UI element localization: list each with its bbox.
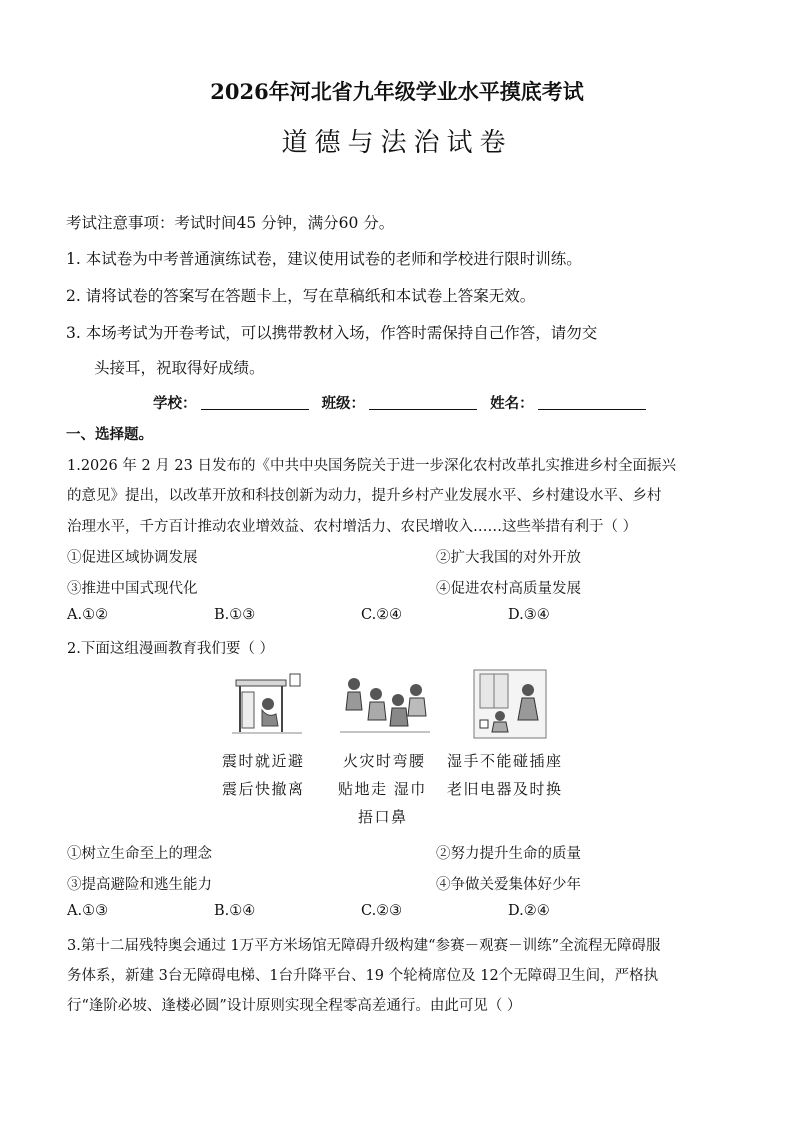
q2-statement-3: ③提高避险和逃生能力 bbox=[67, 877, 212, 893]
electric-safety-illustration bbox=[472, 668, 548, 740]
q1-line-2: 的意见》提出，以改革开放和科技创新为动力，提升乡村产业发展水平、乡村建设水平、乡村 bbox=[67, 488, 662, 504]
caption-earthquake-2: 震后快撤离 bbox=[222, 780, 305, 798]
caption-fire-2: 贴地走 湿巾 bbox=[338, 780, 427, 798]
caption-earthquake-1: 震时就近避 bbox=[222, 752, 305, 770]
q2-statement-1: ①树立生命至上的理念 bbox=[67, 846, 212, 862]
notice-item-1: 1. 本试卷为中考普通演练试卷，建议使用试卷的老师和学校进行限时训练。 bbox=[66, 250, 582, 268]
q2-statement-2: ②努力提升生命的质量 bbox=[436, 846, 581, 862]
q2-statement-4: ④争做关爱集体好少年 bbox=[436, 877, 581, 893]
earthquake-illustration bbox=[232, 670, 302, 738]
q1-statement-4: ④促进农村高质量发展 bbox=[436, 581, 581, 597]
name-label: 姓名： bbox=[490, 396, 534, 412]
caption-fire-3: 捂口鼻 bbox=[358, 808, 408, 826]
caption-electric-1: 湿手不能碰插座 bbox=[447, 752, 563, 770]
q3-line-2: 务体系，新建 3台无障碍电梯、1台升降平台、19 个轮椅席位及 12个无障碍卫生间，严格执 bbox=[67, 968, 659, 984]
q2-choice-a[interactable]: A.①③ bbox=[67, 903, 109, 919]
fire-escape-illustration bbox=[340, 670, 430, 738]
q3-line-1: 3.第十二届残特奥会通过 1万平方米场馆无障碍升级构建“参赛－观赛－训练”全流程无障碍服 bbox=[67, 938, 661, 954]
q1-line-1: 1.2026 年 2 月 23 日发布的《中共中央国务院关于进一步深化农村改革扎实推进乡村全面振兴 bbox=[67, 458, 676, 474]
q2-choice-c[interactable]: C.②③ bbox=[361, 903, 403, 919]
q1-statement-2: ②扩大我国的对外开放 bbox=[436, 550, 581, 566]
q2-choice-b[interactable]: B.①④ bbox=[214, 903, 256, 919]
school-label: 学校： bbox=[153, 396, 197, 412]
info-fields bbox=[153, 392, 654, 413]
q1-line-3: 治理水平，千方百计推动农业增效益、农村增活力、农民增收入……这些举措有利于（ ） bbox=[67, 519, 638, 535]
caption-electric-2: 老旧电器及时换 bbox=[447, 780, 563, 798]
notice-intro: 考试注意事项：考试时间45 分钟，满分60 分。 bbox=[66, 214, 395, 232]
q1-choice-a[interactable]: A.①② bbox=[67, 607, 109, 623]
q2-stem: 2.下面这组漫画教育我们要（ ） bbox=[67, 641, 274, 657]
q1-choice-c[interactable]: C.②④ bbox=[361, 607, 403, 623]
notice-item-3: 3. 本场考试为开卷考试，可以携带教材入场，作答时需保持自己作答，请勿交 bbox=[66, 324, 598, 342]
exam-title: 2026年河北省九年级学业水平摸底考试 bbox=[210, 79, 584, 104]
class-field[interactable] bbox=[369, 395, 477, 410]
section-title: 一、选择题。 bbox=[66, 427, 153, 443]
class-label: 班级： bbox=[321, 396, 366, 412]
subject-title: 道德与法治试卷 bbox=[281, 128, 513, 158]
notice-item-2: 2. 请将试卷的答案写在答题卡上，写在草稿纸和本试卷上答案无效。 bbox=[66, 287, 536, 305]
notice-item-3-cont: 头接耳，祝取得好成绩。 bbox=[94, 359, 265, 377]
q2-choice-d[interactable]: D.②④ bbox=[508, 903, 550, 919]
name-field[interactable] bbox=[538, 395, 646, 410]
q3-line-3: 行“逢阶必坡、逢楼必圆”设计原则实现全程零高差通行。由此可见（ ） bbox=[67, 998, 522, 1014]
caption-fire-1: 火灾时弯腰 bbox=[343, 752, 426, 770]
school-field[interactable] bbox=[201, 395, 309, 410]
q1-choice-b[interactable]: B.①③ bbox=[214, 607, 256, 623]
q1-choice-d[interactable]: D.③④ bbox=[508, 607, 550, 623]
q1-statement-3: ③推进中国式现代化 bbox=[67, 581, 198, 597]
q1-statement-1: ①促进区域协调发展 bbox=[67, 550, 198, 566]
